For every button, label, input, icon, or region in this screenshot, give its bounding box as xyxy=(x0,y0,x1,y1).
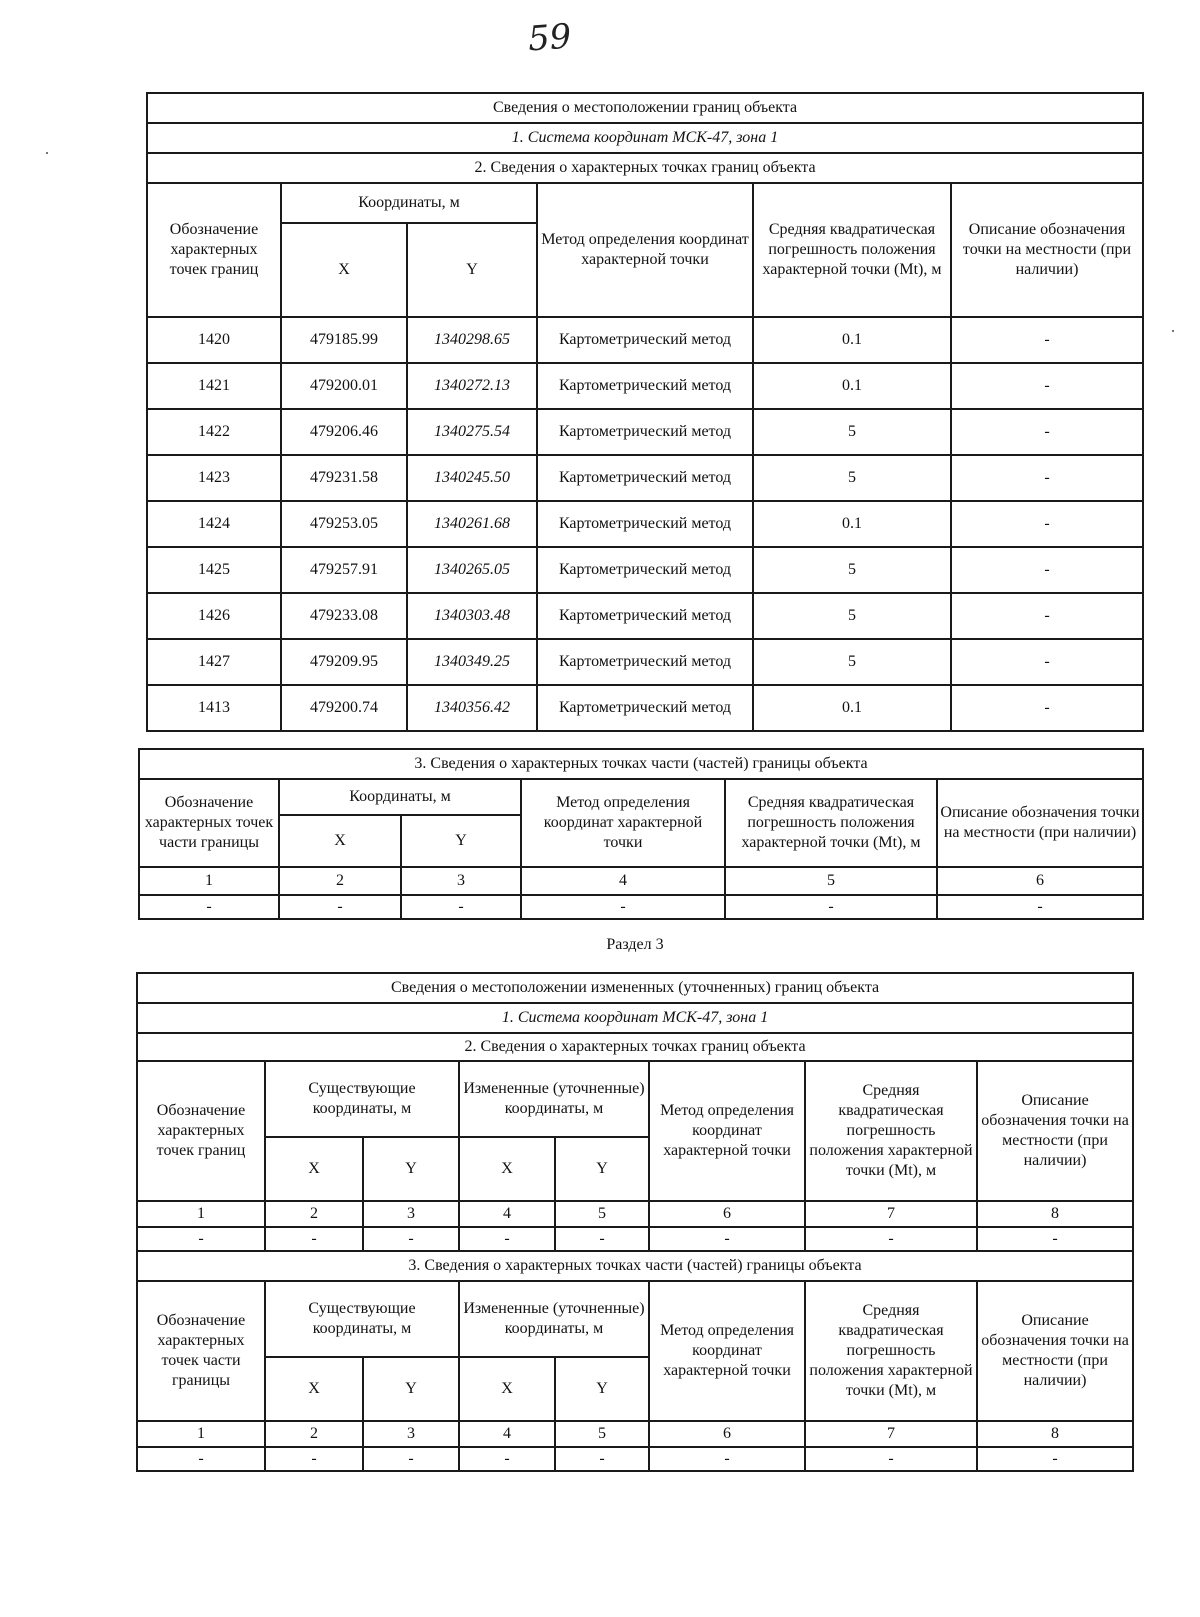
col-number: 1 xyxy=(137,1421,265,1447)
coord-system: 1. Система координат МСК-47, зона 1 xyxy=(147,123,1143,153)
description-value: - xyxy=(951,455,1143,501)
y-header: Y xyxy=(407,223,537,317)
description-value: - xyxy=(951,639,1143,685)
description-value: - xyxy=(951,317,1143,363)
s3-description-header: Описание обозначения точки на местности (при наличии) xyxy=(977,1061,1133,1201)
empty-row xyxy=(139,895,1143,919)
empty-cell: - xyxy=(401,895,521,919)
method-value: Картометрический метод xyxy=(537,317,753,363)
s3p-column-numbers-row xyxy=(137,1421,1133,1447)
changed-boundaries-table xyxy=(136,972,1134,1472)
point-id: 1420 xyxy=(147,317,281,363)
empty-cell: - xyxy=(459,1227,555,1251)
description-value: - xyxy=(951,363,1143,409)
s3-empty-row xyxy=(137,1227,1133,1251)
col-number: 4 xyxy=(521,867,725,895)
s3-existing-header: Существующие координаты, м xyxy=(265,1061,459,1137)
s3-designation-header: Обозначение характерных точек границ xyxy=(137,1061,265,1201)
empty-cell: - xyxy=(555,1227,649,1251)
method-value: Картометрический метод xyxy=(537,685,753,731)
col-number: 5 xyxy=(555,1201,649,1227)
mt-value: 0.1 xyxy=(753,501,951,547)
description-value: - xyxy=(951,409,1143,455)
s3p-y-header: Y xyxy=(555,1357,649,1421)
section3-coord-system: 1. Система координат МСК-47, зона 1 xyxy=(137,1003,1133,1033)
col-number: 7 xyxy=(805,1201,977,1227)
col-number: 5 xyxy=(725,867,937,895)
empty-cell: - xyxy=(265,1227,363,1251)
empty-cell: - xyxy=(649,1447,805,1471)
parts-description-header: Описание обозначения точки на местности (при наличии) xyxy=(937,779,1143,867)
s3p-existing-header: Существующие координаты, м xyxy=(265,1281,459,1357)
scan-speck xyxy=(46,152,48,154)
s3-changed-header: Измененные (уточненные) координаты, м xyxy=(459,1061,649,1137)
method-value: Картометрический метод xyxy=(537,547,753,593)
mt-value: 0.1 xyxy=(753,317,951,363)
empty-cell: - xyxy=(137,1227,265,1251)
point-id: 1425 xyxy=(147,547,281,593)
empty-cell: - xyxy=(649,1227,805,1251)
method-value: Картометрический метод xyxy=(537,593,753,639)
s3-error-header: Средняя квадратическая погрешность положения характерной точки (Mt), м xyxy=(805,1061,977,1201)
col-number: 4 xyxy=(459,1421,555,1447)
description-header: Описание обозначения точки на местности (при наличии) xyxy=(951,183,1143,317)
y-value: 1340303.48 xyxy=(407,593,537,639)
description-value: - xyxy=(951,547,1143,593)
x-value: 479209.95 xyxy=(281,639,407,685)
method-value: Картометрический метод xyxy=(537,455,753,501)
method-value: Картометрический метод xyxy=(537,409,753,455)
empty-cell: - xyxy=(363,1447,459,1471)
method-value: Картометрический метод xyxy=(537,501,753,547)
s3-parts-title: 3. Сведения о характерных точках части (частей) границы объекта xyxy=(137,1251,1133,1281)
section3-points-title: 2. Сведения о характерных точках границ объекта xyxy=(137,1033,1133,1061)
col-number: 3 xyxy=(363,1201,459,1227)
table-row xyxy=(147,547,1143,593)
x-value: 479206.46 xyxy=(281,409,407,455)
table-row xyxy=(147,455,1143,501)
point-id: 1427 xyxy=(147,639,281,685)
s3-method-header: Метод определения координат характерной точки xyxy=(649,1061,805,1201)
table-row xyxy=(147,317,1143,363)
parts-designation-header: Обозначение характерных точек части границы xyxy=(139,779,279,867)
point-id: 1413 xyxy=(147,685,281,731)
description-value: - xyxy=(951,685,1143,731)
s3p-x-header: X xyxy=(265,1357,363,1421)
points-title: 2. Сведения о характерных точках границ объекта xyxy=(147,153,1143,183)
col-number: 4 xyxy=(459,1201,555,1227)
x-value: 479200.01 xyxy=(281,363,407,409)
col-number: 5 xyxy=(555,1421,649,1447)
mt-value: 0.1 xyxy=(753,363,951,409)
scan-speck xyxy=(1172,330,1174,332)
y-value: 1340275.54 xyxy=(407,409,537,455)
col-number: 8 xyxy=(977,1201,1133,1227)
col-number: 6 xyxy=(649,1201,805,1227)
method-header: Метод определения координат характерной точки xyxy=(537,183,753,317)
point-id: 1424 xyxy=(147,501,281,547)
description-value: - xyxy=(951,501,1143,547)
table-row xyxy=(147,409,1143,455)
parts-title: 3. Сведения о характерных точках части (частей) границы объекта xyxy=(139,749,1143,779)
table-row xyxy=(147,593,1143,639)
s3p-designation-header: Обозначение характерных точек части границы xyxy=(137,1281,265,1421)
section-label: Раздел 3 xyxy=(606,936,664,953)
page-number: 59 xyxy=(526,16,573,60)
empty-cell: - xyxy=(139,895,279,919)
y-value: 1340265.05 xyxy=(407,547,537,593)
col-number: 6 xyxy=(649,1421,805,1447)
x-value: 479200.74 xyxy=(281,685,407,731)
col-number: 2 xyxy=(265,1201,363,1227)
empty-cell: - xyxy=(137,1447,265,1471)
parts-error-header: Средняя квадратическая погрешность положения характерной точки (Mt), м xyxy=(725,779,937,867)
mt-value: 5 xyxy=(753,593,951,639)
s3p-y-header: Y xyxy=(363,1357,459,1421)
s3-column-numbers-row xyxy=(137,1201,1133,1227)
mt-value: 5 xyxy=(753,547,951,593)
y-value: 1340261.68 xyxy=(407,501,537,547)
mt-value: 5 xyxy=(753,455,951,501)
coords-header: Координаты, м xyxy=(281,183,537,223)
s3-y-header: Y xyxy=(363,1137,459,1201)
col-number: 2 xyxy=(279,867,401,895)
empty-cell: - xyxy=(521,895,725,919)
method-value: Картометрический метод xyxy=(537,639,753,685)
s3-y-header: Y xyxy=(555,1137,649,1201)
col-number: 7 xyxy=(805,1421,977,1447)
description-value: - xyxy=(951,593,1143,639)
empty-cell: - xyxy=(805,1447,977,1471)
empty-cell: - xyxy=(725,895,937,919)
mt-value: 5 xyxy=(753,409,951,455)
column-numbers-row xyxy=(139,867,1143,895)
col-number: 6 xyxy=(937,867,1143,895)
x-value: 479257.91 xyxy=(281,547,407,593)
s3p-x-header: X xyxy=(459,1357,555,1421)
empty-cell: - xyxy=(977,1227,1133,1251)
s3p-method-header: Метод определения координат характерной точки xyxy=(649,1281,805,1421)
section-title: Сведения о местоположении границ объекта xyxy=(147,93,1143,123)
s3p-empty-row xyxy=(137,1447,1133,1471)
col-number: 2 xyxy=(265,1421,363,1447)
table-row xyxy=(147,501,1143,547)
col-number: 8 xyxy=(977,1421,1133,1447)
point-id: 1423 xyxy=(147,455,281,501)
empty-cell: - xyxy=(937,895,1143,919)
x-header: X xyxy=(281,223,407,317)
table-row xyxy=(147,363,1143,409)
y-value: 1340272.13 xyxy=(407,363,537,409)
y-value: 1340298.65 xyxy=(407,317,537,363)
parts-table xyxy=(138,748,1144,920)
empty-cell: - xyxy=(459,1447,555,1471)
s3p-changed-header: Измененные (уточненные) координаты, м xyxy=(459,1281,649,1357)
empty-cell: - xyxy=(363,1227,459,1251)
boundary-location-table xyxy=(146,92,1144,732)
s3p-error-header: Средняя квадратическая погрешность положения характерной точки (Mt), м xyxy=(805,1281,977,1421)
method-value: Картометрический метод xyxy=(537,363,753,409)
s3-x-header: X xyxy=(265,1137,363,1201)
empty-cell: - xyxy=(555,1447,649,1471)
s3-x-header: X xyxy=(459,1137,555,1201)
x-value: 479253.05 xyxy=(281,501,407,547)
empty-cell: - xyxy=(805,1227,977,1251)
point-id: 1422 xyxy=(147,409,281,455)
empty-cell: - xyxy=(265,1447,363,1471)
x-value: 479233.08 xyxy=(281,593,407,639)
parts-x-header: X xyxy=(279,815,401,867)
col-number: 1 xyxy=(137,1201,265,1227)
designation-header: Обозначение характерных точек границ xyxy=(147,183,281,317)
x-value: 479231.58 xyxy=(281,455,407,501)
y-value: 1340245.50 xyxy=(407,455,537,501)
empty-cell: - xyxy=(977,1447,1133,1471)
table-row xyxy=(147,685,1143,731)
table-row xyxy=(147,639,1143,685)
y-value: 1340349.25 xyxy=(407,639,537,685)
col-number: 1 xyxy=(139,867,279,895)
col-number: 3 xyxy=(401,867,521,895)
y-value: 1340356.42 xyxy=(407,685,537,731)
empty-cell: - xyxy=(279,895,401,919)
parts-method-header: Метод определения координат характерной точки xyxy=(521,779,725,867)
parts-y-header: Y xyxy=(401,815,521,867)
x-value: 479185.99 xyxy=(281,317,407,363)
parts-coords-header: Координаты, м xyxy=(279,779,521,815)
point-id: 1421 xyxy=(147,363,281,409)
s3p-description-header: Описание обозначения точки на местности (при наличии) xyxy=(977,1281,1133,1421)
mt-value: 0.1 xyxy=(753,685,951,731)
section3-title: Сведения о местоположении измененных (уточненных) границ объекта xyxy=(137,973,1133,1003)
point-id: 1426 xyxy=(147,593,281,639)
error-header: Средняя квадратическая погрешность положения характерной точки (Mt), м xyxy=(753,183,951,317)
col-number: 3 xyxy=(363,1421,459,1447)
mt-value: 5 xyxy=(753,639,951,685)
